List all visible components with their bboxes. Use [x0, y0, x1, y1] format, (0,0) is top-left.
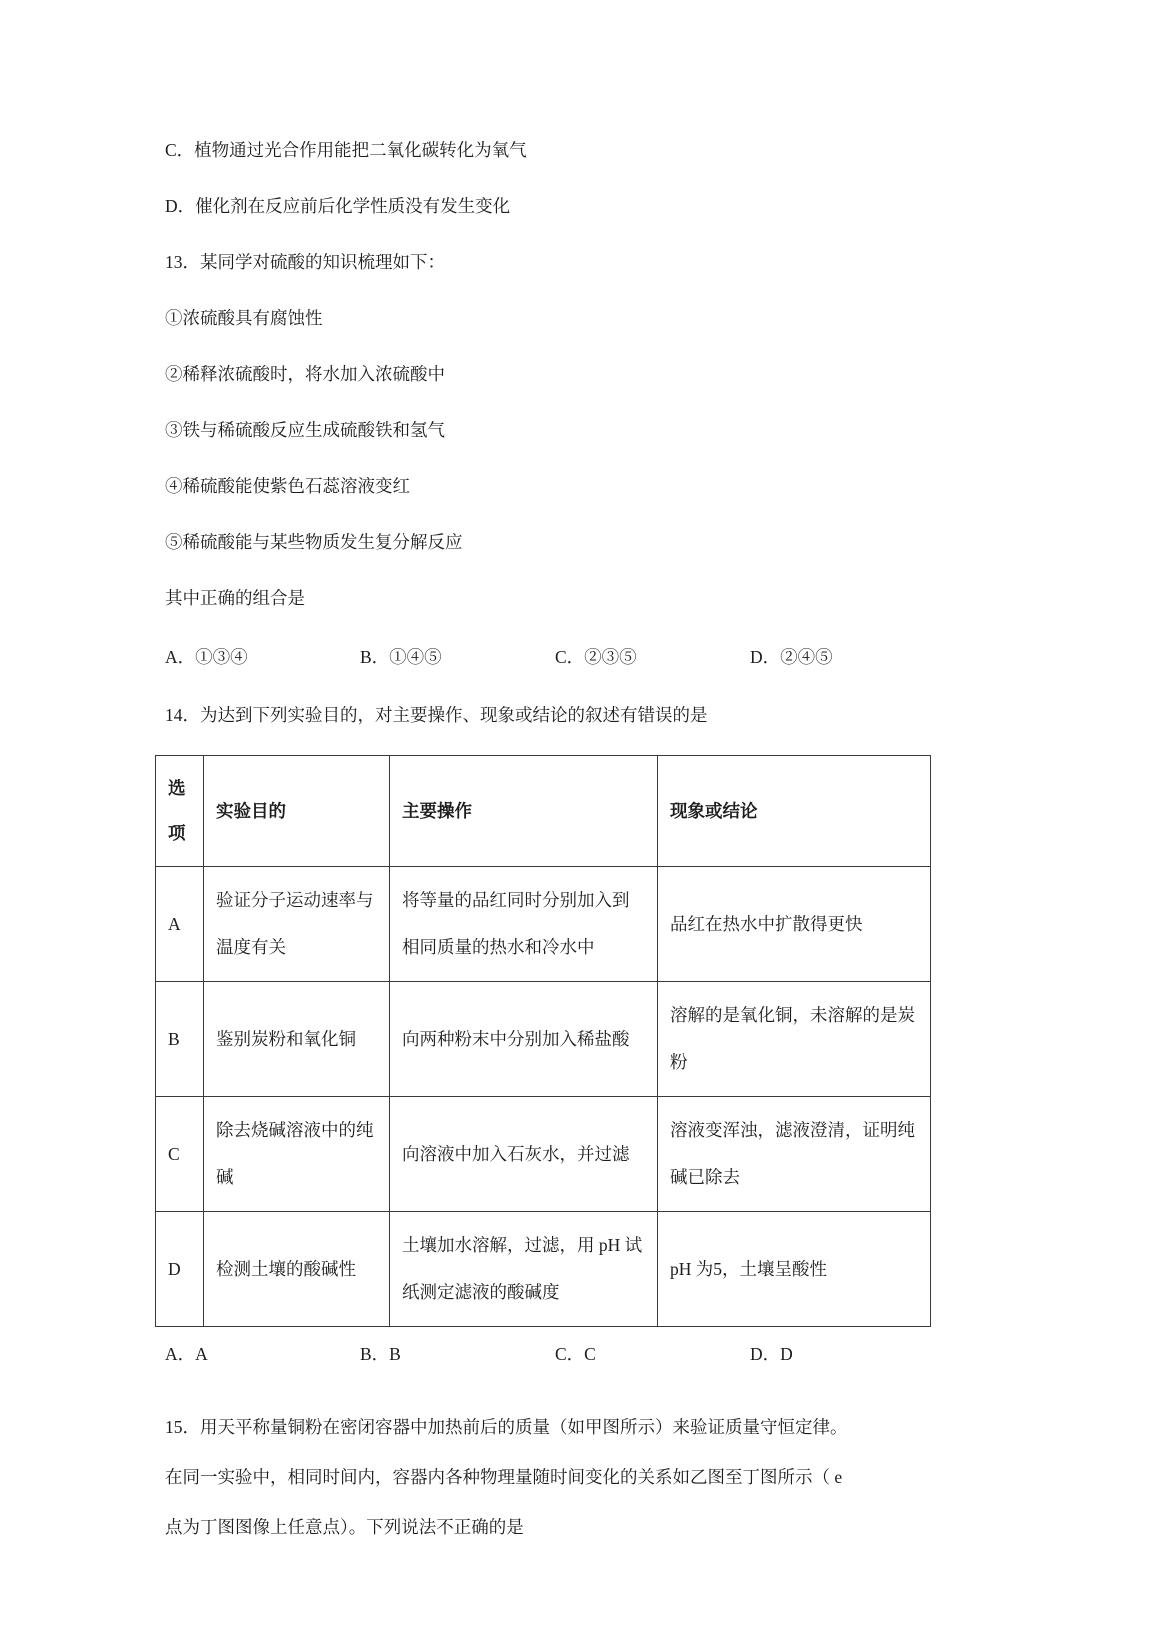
row-c-option: C: [156, 1097, 204, 1212]
q14-option-b: B．B: [360, 1344, 401, 1364]
table-row: [156, 1212, 931, 1327]
row-b-operation: 向两种粉末中分别加入稀盐酸: [390, 982, 658, 1097]
header-option-cell: [156, 756, 204, 867]
row-d-purpose: 检测土壤的酸碱性: [204, 1212, 390, 1327]
q14-option-a: A．A: [165, 1344, 208, 1364]
row-d-operation: 土壤加水溶解，过滤，用 pH 试纸测定滤液的酸碱度: [390, 1212, 658, 1327]
q13-option-d: D．②④⑤: [750, 647, 833, 667]
answer-option-d: D．催化剂在反应前后化学性质没有发生变化: [165, 196, 511, 216]
q13-option-a: A．①③④: [165, 647, 248, 667]
q14-option-c: C．C: [555, 1344, 596, 1364]
row-c-purpose: 除去烧碱溶液中的纯碱: [204, 1097, 390, 1212]
answer-option-c: C．植物通过光合作用能把二氧化碳转化为氧气: [165, 140, 527, 160]
row-a-option: A: [156, 867, 204, 982]
question-14-table: [155, 755, 931, 1327]
q15-line-3: 点为丁图图像上任意点）。下列说法不正确的是: [165, 1517, 524, 1537]
table-row: [156, 982, 931, 1097]
header-option-line1: 选: [168, 778, 186, 798]
row-d-option: D: [156, 1212, 204, 1327]
question-14-stem: 14．为达到下列实验目的，对主要操作、现象或结论的叙述有错误的是: [165, 705, 708, 725]
statement-2: ②稀释浓硫酸时，将水加入浓硫酸中: [165, 364, 445, 384]
question-14-options: [165, 1341, 933, 1366]
statement-4: ④稀硫酸能使紫色石蕊溶液变红: [165, 476, 410, 496]
statement-3: ③铁与稀硫酸反应生成硫酸铁和氢气: [165, 420, 445, 440]
row-d-result: pH 为5，土壤呈酸性: [658, 1212, 931, 1327]
q14-option-d: D．D: [750, 1344, 793, 1364]
header-operation: 主要操作: [390, 756, 658, 867]
header-result: 现象或结论: [658, 756, 931, 867]
row-a-result: 品红在热水中扩散得更快: [658, 867, 931, 982]
table-row: [156, 867, 931, 982]
row-c-operation: 向溶液中加入石灰水，并过滤: [390, 1097, 658, 1212]
statement-1: ①浓硫酸具有腐蚀性: [165, 308, 323, 328]
row-a-operation: 将等量的品红同时分别加入到相同质量的热水和冷水中: [390, 867, 658, 982]
row-b-purpose: 鉴别炭粉和氧化铜: [204, 982, 390, 1097]
row-b-option: B: [156, 982, 204, 1097]
question-13-stem: 13．某同学对硫酸的知识梳理如下：: [165, 252, 445, 272]
header-option-line2: 项: [168, 823, 186, 843]
q13-option-c: C．②③⑤: [555, 647, 637, 667]
table-header-row: [156, 756, 931, 867]
header-purpose: 实验目的: [204, 756, 390, 867]
table-row: [156, 1097, 931, 1212]
q13-option-b: B．①④⑤: [360, 647, 442, 667]
row-a-purpose: 验证分子运动速率与温度有关: [204, 867, 390, 982]
question-13-prompt: 其中正确的组合是: [165, 588, 305, 608]
statement-5: ⑤稀硫酸能与某些物质发生复分解反应: [165, 532, 463, 552]
q15-line-2: 在同一实验中，相同时间内，容器内各种物理量随时间变化的关系如乙图至丁图所示（ e: [165, 1467, 843, 1487]
question-13-options: [165, 644, 933, 669]
question-15-stem: [165, 1402, 933, 1552]
q15-line-1: 15．用天平称量铜粉在密闭容器中加热前后的质量（如甲图所示）来验证质量守恒定律。: [165, 1417, 848, 1437]
row-b-result: 溶解的是氧化铜，未溶解的是炭粉: [658, 982, 931, 1097]
row-c-result: 溶液变浑浊，滤液澄清，证明纯碱已除去: [658, 1097, 931, 1212]
